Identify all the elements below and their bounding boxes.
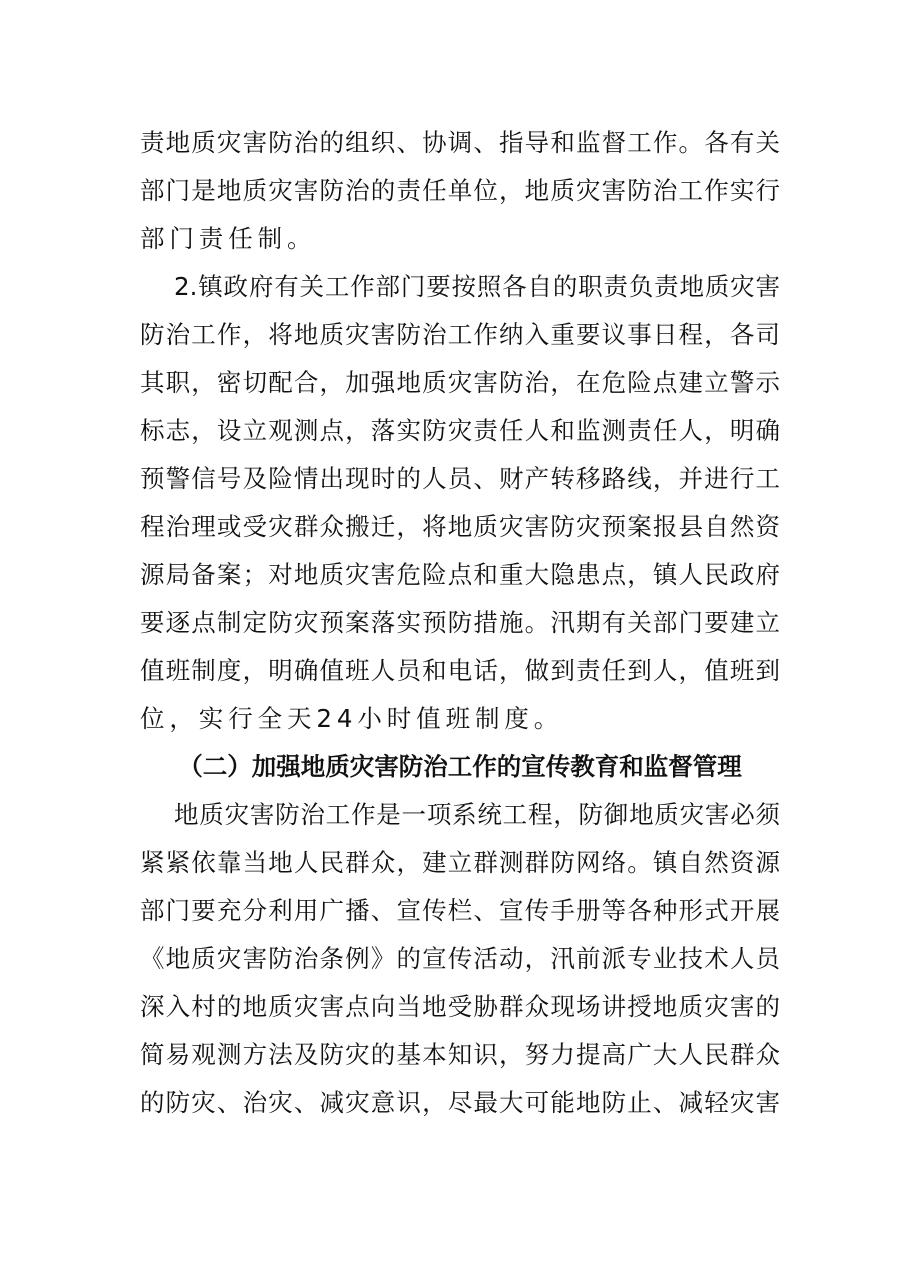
body-text-line: 标志，设立观测点，落实防灾责任人和监测责任人，明确: [140, 416, 780, 445]
body-text-line: 2.镇政府有关工作部门要按照各自的职责负责地质灾害: [174, 272, 780, 301]
body-text-line: 其职，密切配合，加强地质灾害防治，在危险点建立警示: [140, 368, 780, 397]
section-heading: （二）加强地质灾害防治工作的宣传教育和监督管理: [178, 752, 742, 781]
body-text-line: 深入村的地质灾害点向当地受胁群众现场讲授地质灾害的: [140, 992, 780, 1021]
body-text-line: 预警信号及险情出现时的人员、财产转移路线，并进行工: [140, 464, 780, 493]
body-text-line: 值班制度，明确值班人员和电话，做到责任到人，值班到: [140, 656, 780, 685]
body-text-line: 的防灾、治灾、减灾意识，尽最大可能地防止、减轻灾害: [140, 1088, 780, 1117]
body-text-line: 程治理或受灾群众搬迁，将地质灾害防灾预案报县自然资: [140, 512, 780, 541]
body-text-line: 部门责任制。: [140, 224, 317, 253]
body-text-line: 要逐点制定防灾预案落实预防措施。汛期有关部门要建立: [140, 608, 780, 637]
body-text-line: 地质灾害防治工作是一项系统工程，防御地质灾害必须: [174, 800, 780, 829]
body-text-line: 《地质灾害防治条例》的宣传活动，汛前派专业技术人员: [140, 944, 780, 973]
body-text-line: 责地质灾害防治的组织、协调、指导和监督工作。各有关: [140, 128, 780, 157]
body-text-line: 位，实行全天24小时值班制度。: [140, 704, 564, 733]
body-text-line: 防治工作，将地质灾害防治工作纳入重要议事日程，各司: [140, 320, 780, 349]
body-text-line: 部门是地质灾害防治的责任单位，地质灾害防治工作实行: [140, 176, 780, 205]
body-text-line: 简易观测方法及防灾的基本知识，努力提高广大人民群众: [140, 1040, 780, 1069]
body-text-line: 源局备案；对地质灾害危险点和重大隐患点，镇人民政府: [140, 560, 780, 589]
body-text-line: 紧紧依靠当地人民群众，建立群测群防网络。镇自然资源: [140, 848, 780, 877]
body-text-line: 部门要充分利用广播、宣传栏、宣传手册等各种形式开展: [140, 896, 780, 925]
